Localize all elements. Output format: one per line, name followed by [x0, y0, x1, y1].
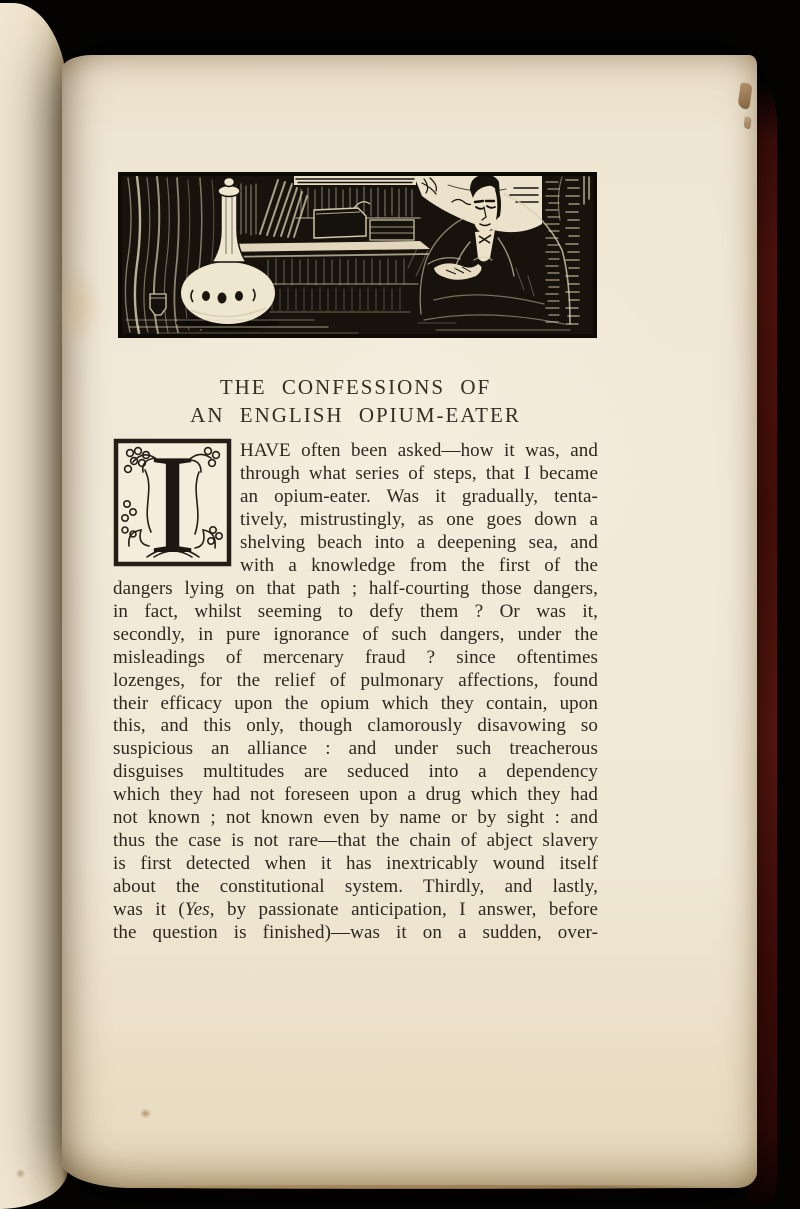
body-line: the question is finished)—was it on a sudden, over-: [113, 921, 598, 943]
body-line: not known ; not known even by name or by sight : and: [113, 807, 598, 829]
full-lines: [113, 578, 598, 945]
body-line: this, and this only, though clamorously disavowing so: [113, 715, 598, 737]
page-corner-wear: [737, 82, 753, 109]
title-line-1: THE CONFESSIONS OF: [219, 375, 492, 399]
facing-page-edge: [0, 3, 68, 1209]
foxing-stain: [16, 1169, 25, 1178]
body-line: shelving beach into a deepening sea, and: [240, 531, 598, 553]
page-corner-wear: [743, 117, 752, 130]
body-line: disguises multitudes are seduced into a dependency: [113, 761, 598, 783]
body-line: an opium-eater. Was it gradually, tenta-: [240, 485, 598, 507]
goblet-graphic: [150, 294, 166, 315]
drop-cap-letter: I: [148, 438, 197, 567]
body-line: is first detected when it has inextricably wound itself: [113, 852, 598, 874]
body-line: their efficacy upon the opium which they contain, upon: [113, 692, 598, 714]
body-line: tively, mistrustingly, as one goes down a: [240, 508, 598, 530]
body-line: in fact, whilst seeming to defy them ? Or was it,: [113, 600, 598, 622]
page-title: [113, 373, 598, 429]
foxing-stain: [140, 1109, 151, 1118]
body-line: dangers lying on that path ; half-courting those dangers,: [113, 578, 598, 599]
paragraph-block: [113, 436, 598, 976]
foxing-stain: [56, 267, 100, 345]
body-line: about the constitutional system. Thirdly, and lastly,: [113, 875, 598, 897]
body-line: through what series of steps, that I became: [240, 462, 598, 484]
body-line: lozenges, for the relief of pulmonary affections, found: [113, 669, 598, 691]
book-page: [62, 55, 757, 1188]
body-line: suspicious an alliance : and under such treacherous: [113, 738, 598, 760]
body-line: with a knowledge from the first of the: [240, 554, 598, 576]
drop-cap-initial: [113, 438, 232, 567]
body-line: thus the case is not rare—that the chain of abject slavery: [113, 829, 598, 851]
body-line: which they had not foreseen upon a drug which they had: [113, 784, 598, 806]
title-line-2: AN ENGLISH OPIUM-EATER: [190, 403, 521, 427]
body-line: secondly, in pure ignorance of such dangers, under the: [113, 623, 598, 645]
indented-lines: [240, 440, 598, 577]
body-line: misleadings of mercenary fraud ? since oftentimes: [113, 646, 598, 668]
body-line: HAVE often been asked—how it was, and: [240, 440, 598, 461]
headpiece-illustration: [118, 172, 597, 338]
body-line: was it (Yes, by passionate anticipation, I answer, before: [113, 898, 598, 920]
